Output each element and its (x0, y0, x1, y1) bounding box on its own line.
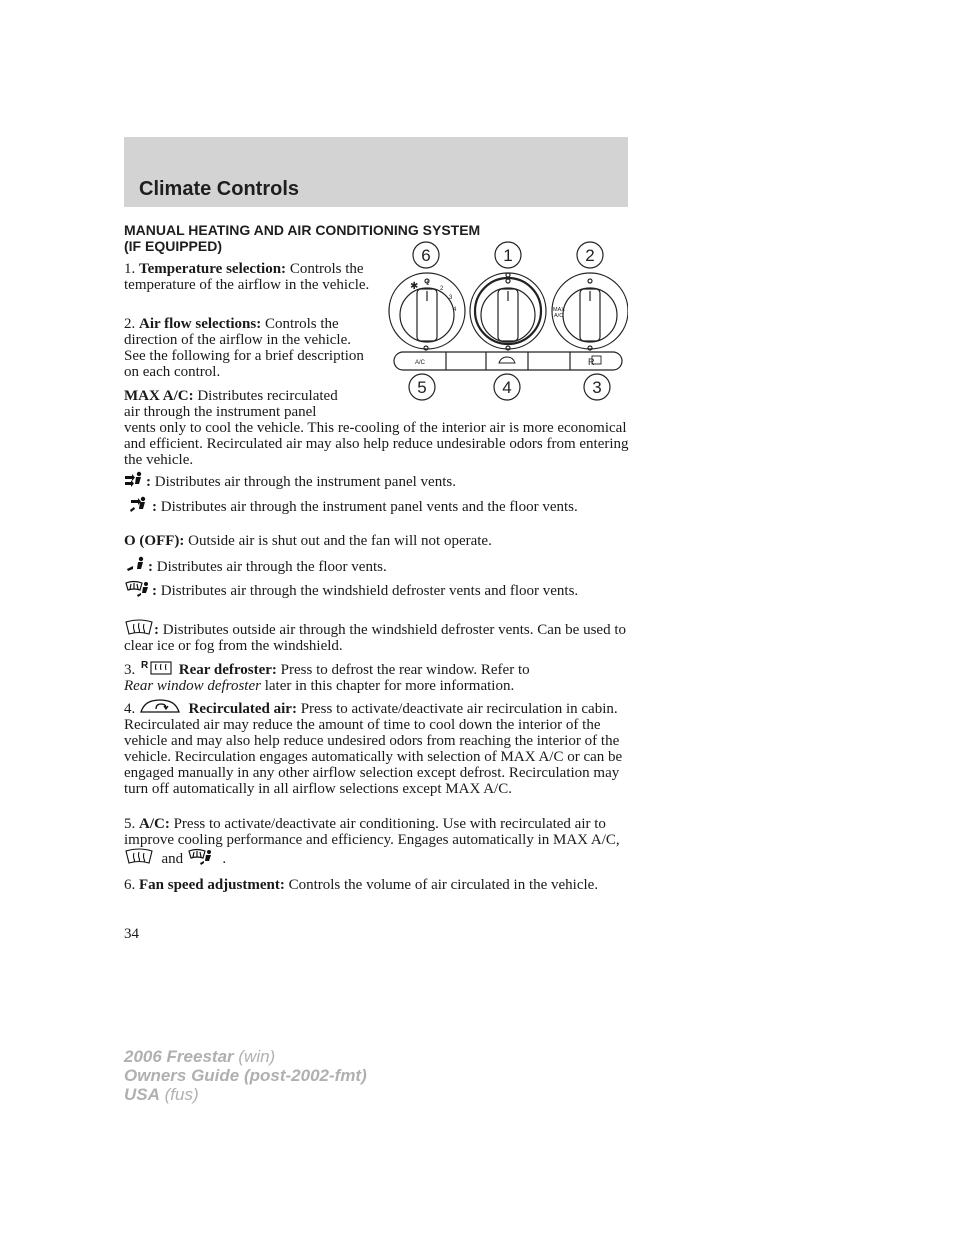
callout-3-label: 3 (592, 378, 602, 397)
page-number: 34 (124, 926, 139, 942)
panel-vent-icon (124, 471, 146, 489)
recirculation-icon (139, 698, 181, 716)
windshield-defrost-icon (124, 619, 154, 637)
ac-button-label: A/C (414, 360, 426, 366)
item-recirculated-air: 4. Recirculated air: Press to activate/deactivate air recirculation in cabin. Recirculated air may reduce the amount of time to cool down the interior of the vehicle and may also help reduce undesired odors from reaching the interior of the vehicle. Recirculation engages automatically with selection of MAX A/C or can be engaged manually in any other airflow selection except defrost. Recirculation may turn off automatically in all airflow selections except MAX A/C. (124, 698, 630, 797)
floor-vent-icon (124, 556, 148, 574)
item-floor: : Distributes air through the floor vents. (124, 556, 630, 575)
callout-4-label: 4 (502, 378, 512, 397)
item-panel-floor: : Distributes air through the instrument panel vents and the floor vents. (124, 496, 630, 515)
chapter-header (124, 137, 628, 207)
panel-floor-vent-icon (124, 496, 152, 514)
fan-off-icon: ✱ (410, 281, 419, 292)
document-footer: 2006 Freestar (win) Owners Guide (post-2002-fmt) USA (fus) (124, 1047, 367, 1104)
fan-tick-4: 4 (453, 307, 457, 313)
callout-2-label: 2 (585, 246, 595, 265)
svg-text:R: R (141, 660, 149, 671)
chapter-title: Climate Controls (139, 178, 300, 200)
callout-1-label: 1 (503, 246, 513, 265)
item-rear-defrost: 3. R Rear defroster: Press to defrost the rear window. Refer to Rear window defroster later in this chapter for more information. (124, 660, 530, 694)
item-fan-speed: 6. Fan speed adjustment: Controls the volume of air circulated in the vehicle. (124, 877, 599, 893)
item-off: O (OFF): Outside air is shut out and the fan will not operate. (124, 533, 492, 549)
item-defrost: : Distributes outside air through the windshield defroster vents. Can be used to clear ice or fog from the windshield. (124, 619, 630, 654)
rear-defrost-letter: R (588, 357, 595, 367)
fan-tick-1: 1 (426, 281, 430, 287)
defrost-floor-icon (187, 848, 215, 866)
section-heading-line2: (IF EQUIPPED) (124, 238, 223, 254)
item-airflow: 2. Air flow selections: Controls the direction of the airflow in the vehicle. See the following for a brief description on each control. (124, 316, 364, 380)
item-defrost-floor: : Distributes air through the windshield defroster vents and floor vents. (124, 580, 630, 599)
max-label-2: A/C (554, 313, 564, 319)
climate-control-panel-figure (388, 239, 628, 404)
item-temperature: 1. Temperature selection: Controls the temperature of the airflow in the vehicle. (124, 261, 370, 293)
fan-tick-2: 2 (440, 286, 444, 292)
fan-tick-3: 3 (449, 295, 453, 301)
windshield-defrost-icon (124, 848, 154, 866)
callout-6-label: 6 (421, 246, 431, 265)
max-label-1: MAX (553, 307, 565, 313)
rear-defrost-icon (139, 659, 175, 677)
item-max-ac: MAX A/C: Distributes recirculated air through the instrument panel vents only to cool the vehicle. This re-cooling of the interior air is more economical and efficient. Recirculated air may also help reduce undesirable odors from entering the vehicle. (124, 388, 629, 468)
defrost-floor-icon (124, 580, 152, 598)
item-ac: 5. A/C: Press to activate/deactivate air conditioning. Use with recirculated air to improve cooling performance and efficiency. Engages automatically in MAX A/C, and . (124, 816, 620, 867)
callout-5-label: 5 (417, 378, 427, 397)
item-panel-vents: : Distributes air through the instrument panel vents. (124, 471, 630, 490)
section-heading-line1: MANUAL HEATING AND AIR CONDITIONING SYSTEM (124, 222, 481, 238)
